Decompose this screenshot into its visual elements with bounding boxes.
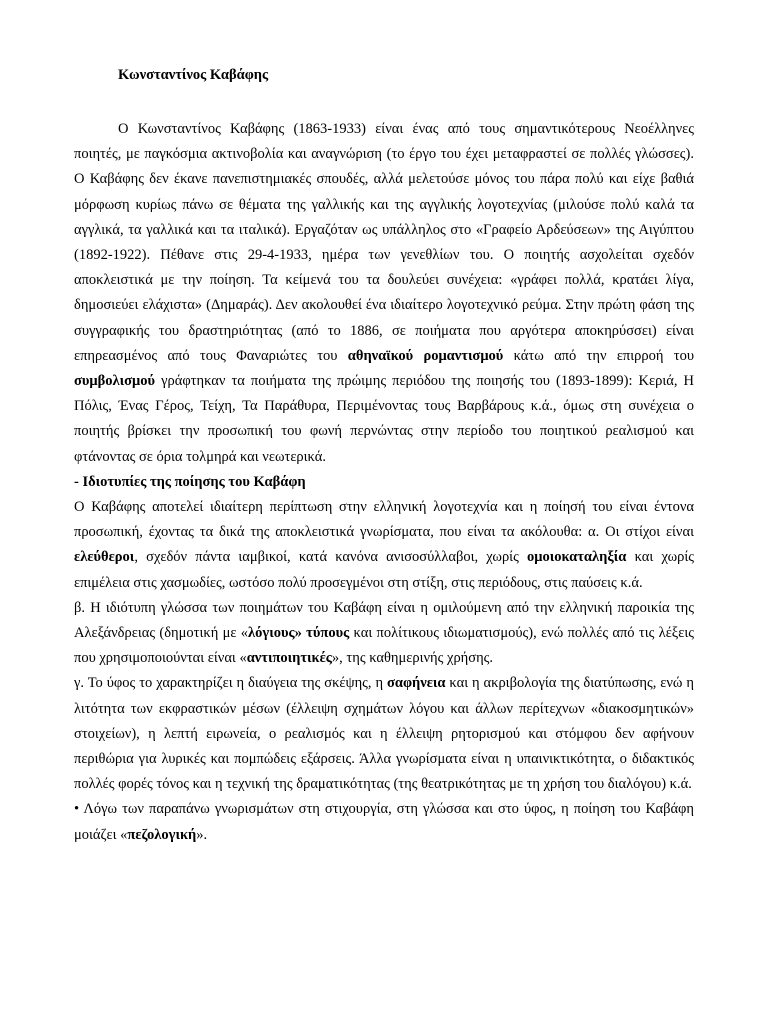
features-paragraph-a: [74, 495, 694, 596]
intro-paragraph: [74, 117, 694, 470]
text-run: , σχεδόν πάντα ιαμβικοί, κατά κανόνα ανισοσύλλαβοι, χωρίς: [134, 549, 528, 566]
bold-term: πεζολογική: [127, 826, 197, 843]
bold-term: σαφήνεια: [386, 675, 446, 692]
text-run: ».: [196, 826, 208, 843]
text-run: γ. Το ύφος το χαρακτηρίζει η διαύγεια της σκέψης, η: [74, 675, 387, 692]
bold-term: λόγιους» τύπους: [248, 625, 350, 642]
text-run: • Λόγω των παραπάνω γνωρισμάτων στη στιχουργία, στη γλώσσα και στο ύφος, η ποίηση του Καβάφη μοιάζει «: [74, 801, 694, 843]
text-run: και πολίτικους ιδιωματισμούς), ενώ πολλές από τις λέξεις που χρησιμοποιούνται είναι «: [74, 625, 694, 667]
text-run: και χωρίς επιμέλεια στις χασμωδίες, ωστόσο πολύ προσεγμένοι στη στίξη, στις περιόδους, στις παύσεις κ.ά.: [74, 549, 694, 591]
text-run: », της καθημερινής χρήσης.: [331, 650, 494, 667]
text-run: Ο Καβάφης αποτελεί ιδιαίτερη περίπτωση στην ελληνική λογοτεχνία και η ποίησή του είναι έντονα προσωπική, έχοντας τα δικά της αποκλειστικά γνωρίσματα, που είναι τα ακόλουθα: α. Οι στίχοι είναι: [74, 499, 694, 541]
text-run: Ο Κωνσταντίνος Καβάφης (1863-1933) είναι ένας από τους σημαντικότερους Νεοέλληνες ποιητές, με παγκόσμια ακτινοβολία και αναγνώριση (το έργο του έχει μεταφραστεί σε πολλές γλώσσες). Ο Καβάφης δεν έκανε πανεπιστημιακές σπουδές, αλλά μελετούσε μόνος του πάρα πολύ και είχε βαθιά μόρφωση κυρίως πάνω σε θέματα της γαλλικής και της αγγλικής λογοτεχνίας (μιλούσε πολύ καλά τα αγγλικά, τα γαλλικά και τα ιταλικά). Εργαζόταν ως υπάλληλος στο «Γραφείο Αρδεύσεων» της Αιγύπτου (1892-1922). Πέθανε στις 29-4-1933, ημέρα των γενεθλίων του. Ο ποιητής ασχολείται σχεδόν αποκλειστικά με την ποίηση. Τα κείμενά του τα δουλεύει συνέχεια: «γράφει πολλά, κρατάει λίγα, δημοσιεύει ελάχιστα» (Δημαράς). Δεν ακολουθεί ένα ιδιαίτερο λογοτεχνικό ρεύμα. Στην πρώτη φάση της συγγραφικής του δραστηριότητας (από το 1886, σε ποιήματα που αργότερα αποκηρύσσει) είναι επηρεασμένος από τους Φαναριώτες του: [74, 121, 694, 364]
text-run: β. Η ιδιότυπη γλώσσα των ποιημάτων του Καβάφη είναι η ομιλούμενη από την ελληνική παροικία της Αλεξάνδρειας (δημοτική με «: [74, 599, 694, 642]
features-paragraph-b: [74, 596, 694, 672]
bold-term: συμβολισμού: [74, 373, 156, 390]
text-run: και η ακριβολογία της διατύπωσης, ενώ η λιτότητα των εκφραστικών μέσων (έλλειψη σχημάτων λόγου και άλλων περίτεχνων «διακοσμητικών» στοιχείων), η λεπτή ειρωνεία, ο ρεαλισμός και η έλλειψη ρητορισμού και στόμφου δεν αφήνουν περιθώρια για λυρικές και πομπώδεις εξάρσεις. Άλλα γνωρίσματα είναι η υπαινικτικότητα, ο διδακτικός πολλές φορές τόνος και η τεχνική της δραματικότητας (της θεατρικότητας με τη χρήση του διαλόγου) κ.ά.: [74, 675, 694, 793]
summary-bullet: [74, 797, 694, 847]
bold-term: ελεύθεροι: [74, 549, 135, 566]
document-title: Κωνσταντίνος Καβάφης: [118, 67, 269, 83]
text-run: κάτω από την επιρροή του: [503, 347, 694, 364]
document-body: [74, 117, 694, 848]
features-paragraph-c: [74, 671, 694, 797]
bold-term: ομοιοκαταληξία: [527, 549, 627, 566]
bold-term: αντιποιητικές: [246, 650, 332, 667]
bold-term: αθηναϊκού ρομαντισμού: [347, 347, 504, 364]
text-run: γράφτηκαν τα ποιήματα της πρώιμης περιόδου της ποιησής του (1893-1899): Κεριά, Η Πόλις, Ένας Γέρος, Τείχη, Τα Παράθυρα, Περιμένοντας τους Βαρβάρους κ.ά., όμως στη συνέχεια ο ποιητής βρίσκει την προσωπική του φωνή περνώντας στην περίοδο του ποιητικού ρεαλισμού και φτάνοντας σε όρια τολμηρά και νεωτερικά.: [74, 373, 694, 465]
section-heading: - Ιδιοτυπίες της ποίησης του Καβάφη: [74, 473, 306, 490]
